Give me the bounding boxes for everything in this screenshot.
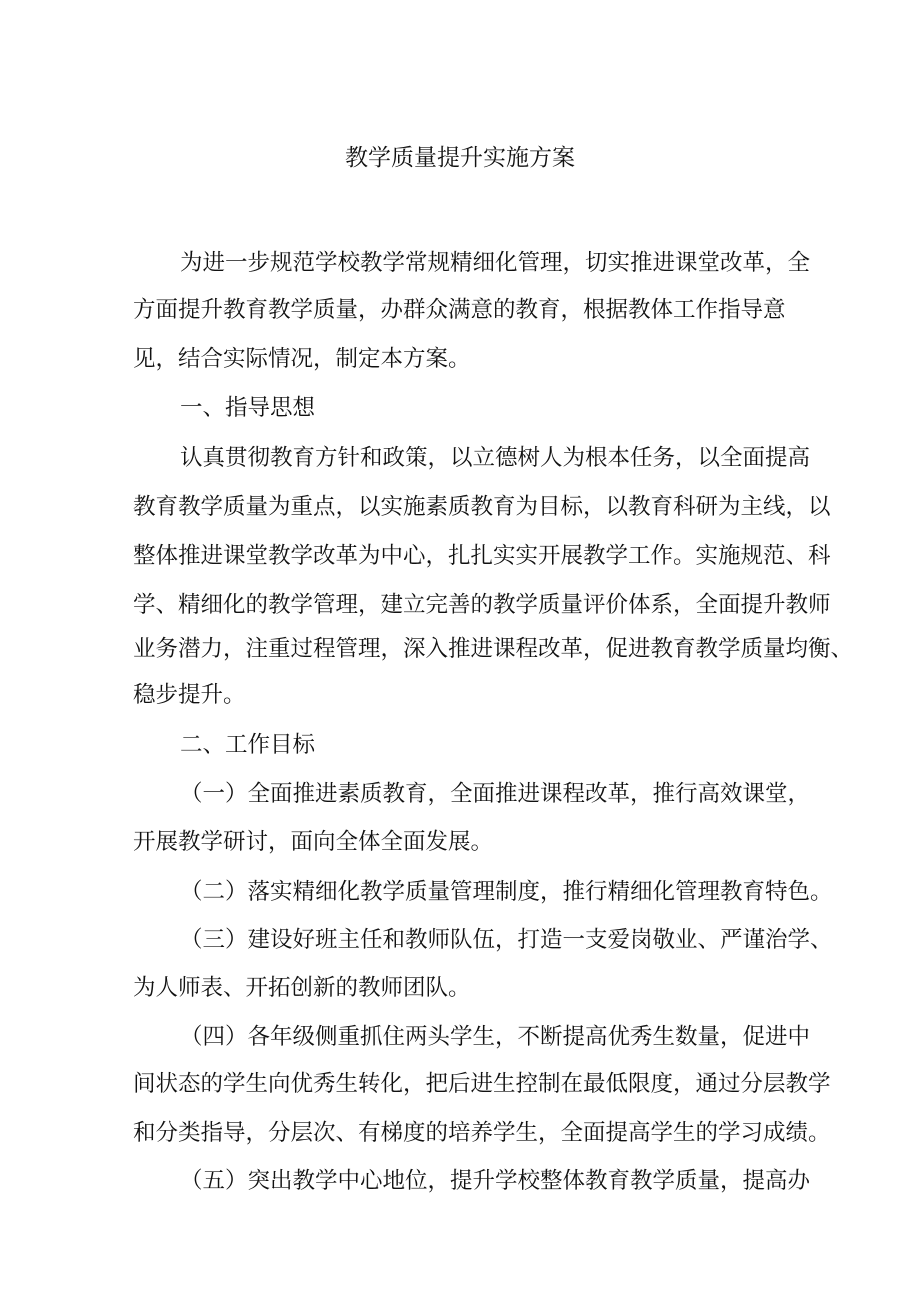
paragraph-line: 整体推进课堂教学改革为中心，扎扎实实开展教学工作。实施规范、科 xyxy=(133,543,831,569)
goal-3-line-1: （三）建设好班主任和教师队伍，打造一支爱岗敬业、严谨治学、 xyxy=(180,927,833,953)
goal-5-line-1: （五）突出教学中心地位，提升学校整体教育教学质量，提高办 xyxy=(180,1168,811,1194)
goal-1-line-1: （一）全面推进素质教育，全面推进课程改革，推行高效课堂， xyxy=(180,781,811,807)
goal-3-line-2: 为人师表、开拓创新的教师团队。 xyxy=(133,975,471,1001)
goal-1-line-2: 开展教学研讨，面向全体全面发展。 xyxy=(133,829,494,855)
paragraph-line: 教育教学质量为重点，以实施素质教育为目标，以教育科研为主线，以 xyxy=(133,494,831,520)
paragraph-line: 业务潜力，注重过程管理，深入推进课程改革，促进教育教学质量均衡、 xyxy=(133,636,854,662)
goal-4-line-3: 和分类指导，分层次、有梯度的培养学生，全面提高学生的学习成绩。 xyxy=(133,1120,831,1146)
intro-line-2: 方面提升教育教学质量，办群众满意的教育，根据教体工作指导意 xyxy=(133,297,786,323)
goal-2-line-1: （二）落实精细化教学质量管理制度，推行精细化管理教育特色。 xyxy=(180,879,833,905)
paragraph-line: 认真贯彻教育方针和政策，以立德树人为根本任务，以全面提高 xyxy=(180,445,811,471)
section-heading-work-goals: 二、工作目标 xyxy=(180,732,316,758)
intro-line-1: 为进一步规范学校教学常规精细化管理，切实推进课堂改革，全 xyxy=(180,250,811,276)
goal-4-line-1: （四）各年级侧重抓住两头学生，不断提高优秀生数量，促进中 xyxy=(180,1024,811,1050)
document-title: 教学质量提升实施方案 xyxy=(345,145,575,171)
goal-4-line-2: 间状态的学生向优秀生转化，把后进生控制在最低限度，通过分层教学 xyxy=(133,1071,831,1097)
paragraph-line: 稳步提升。 xyxy=(133,682,246,708)
intro-line-3: 见，结合实际情况，制定本方案。 xyxy=(133,346,471,372)
section-heading-guiding-ideology: 一、指导思想 xyxy=(180,395,316,421)
paragraph-line: 学、精细化的教学管理，建立完善的教学质量评价体系，全面提升教师 xyxy=(133,592,831,618)
